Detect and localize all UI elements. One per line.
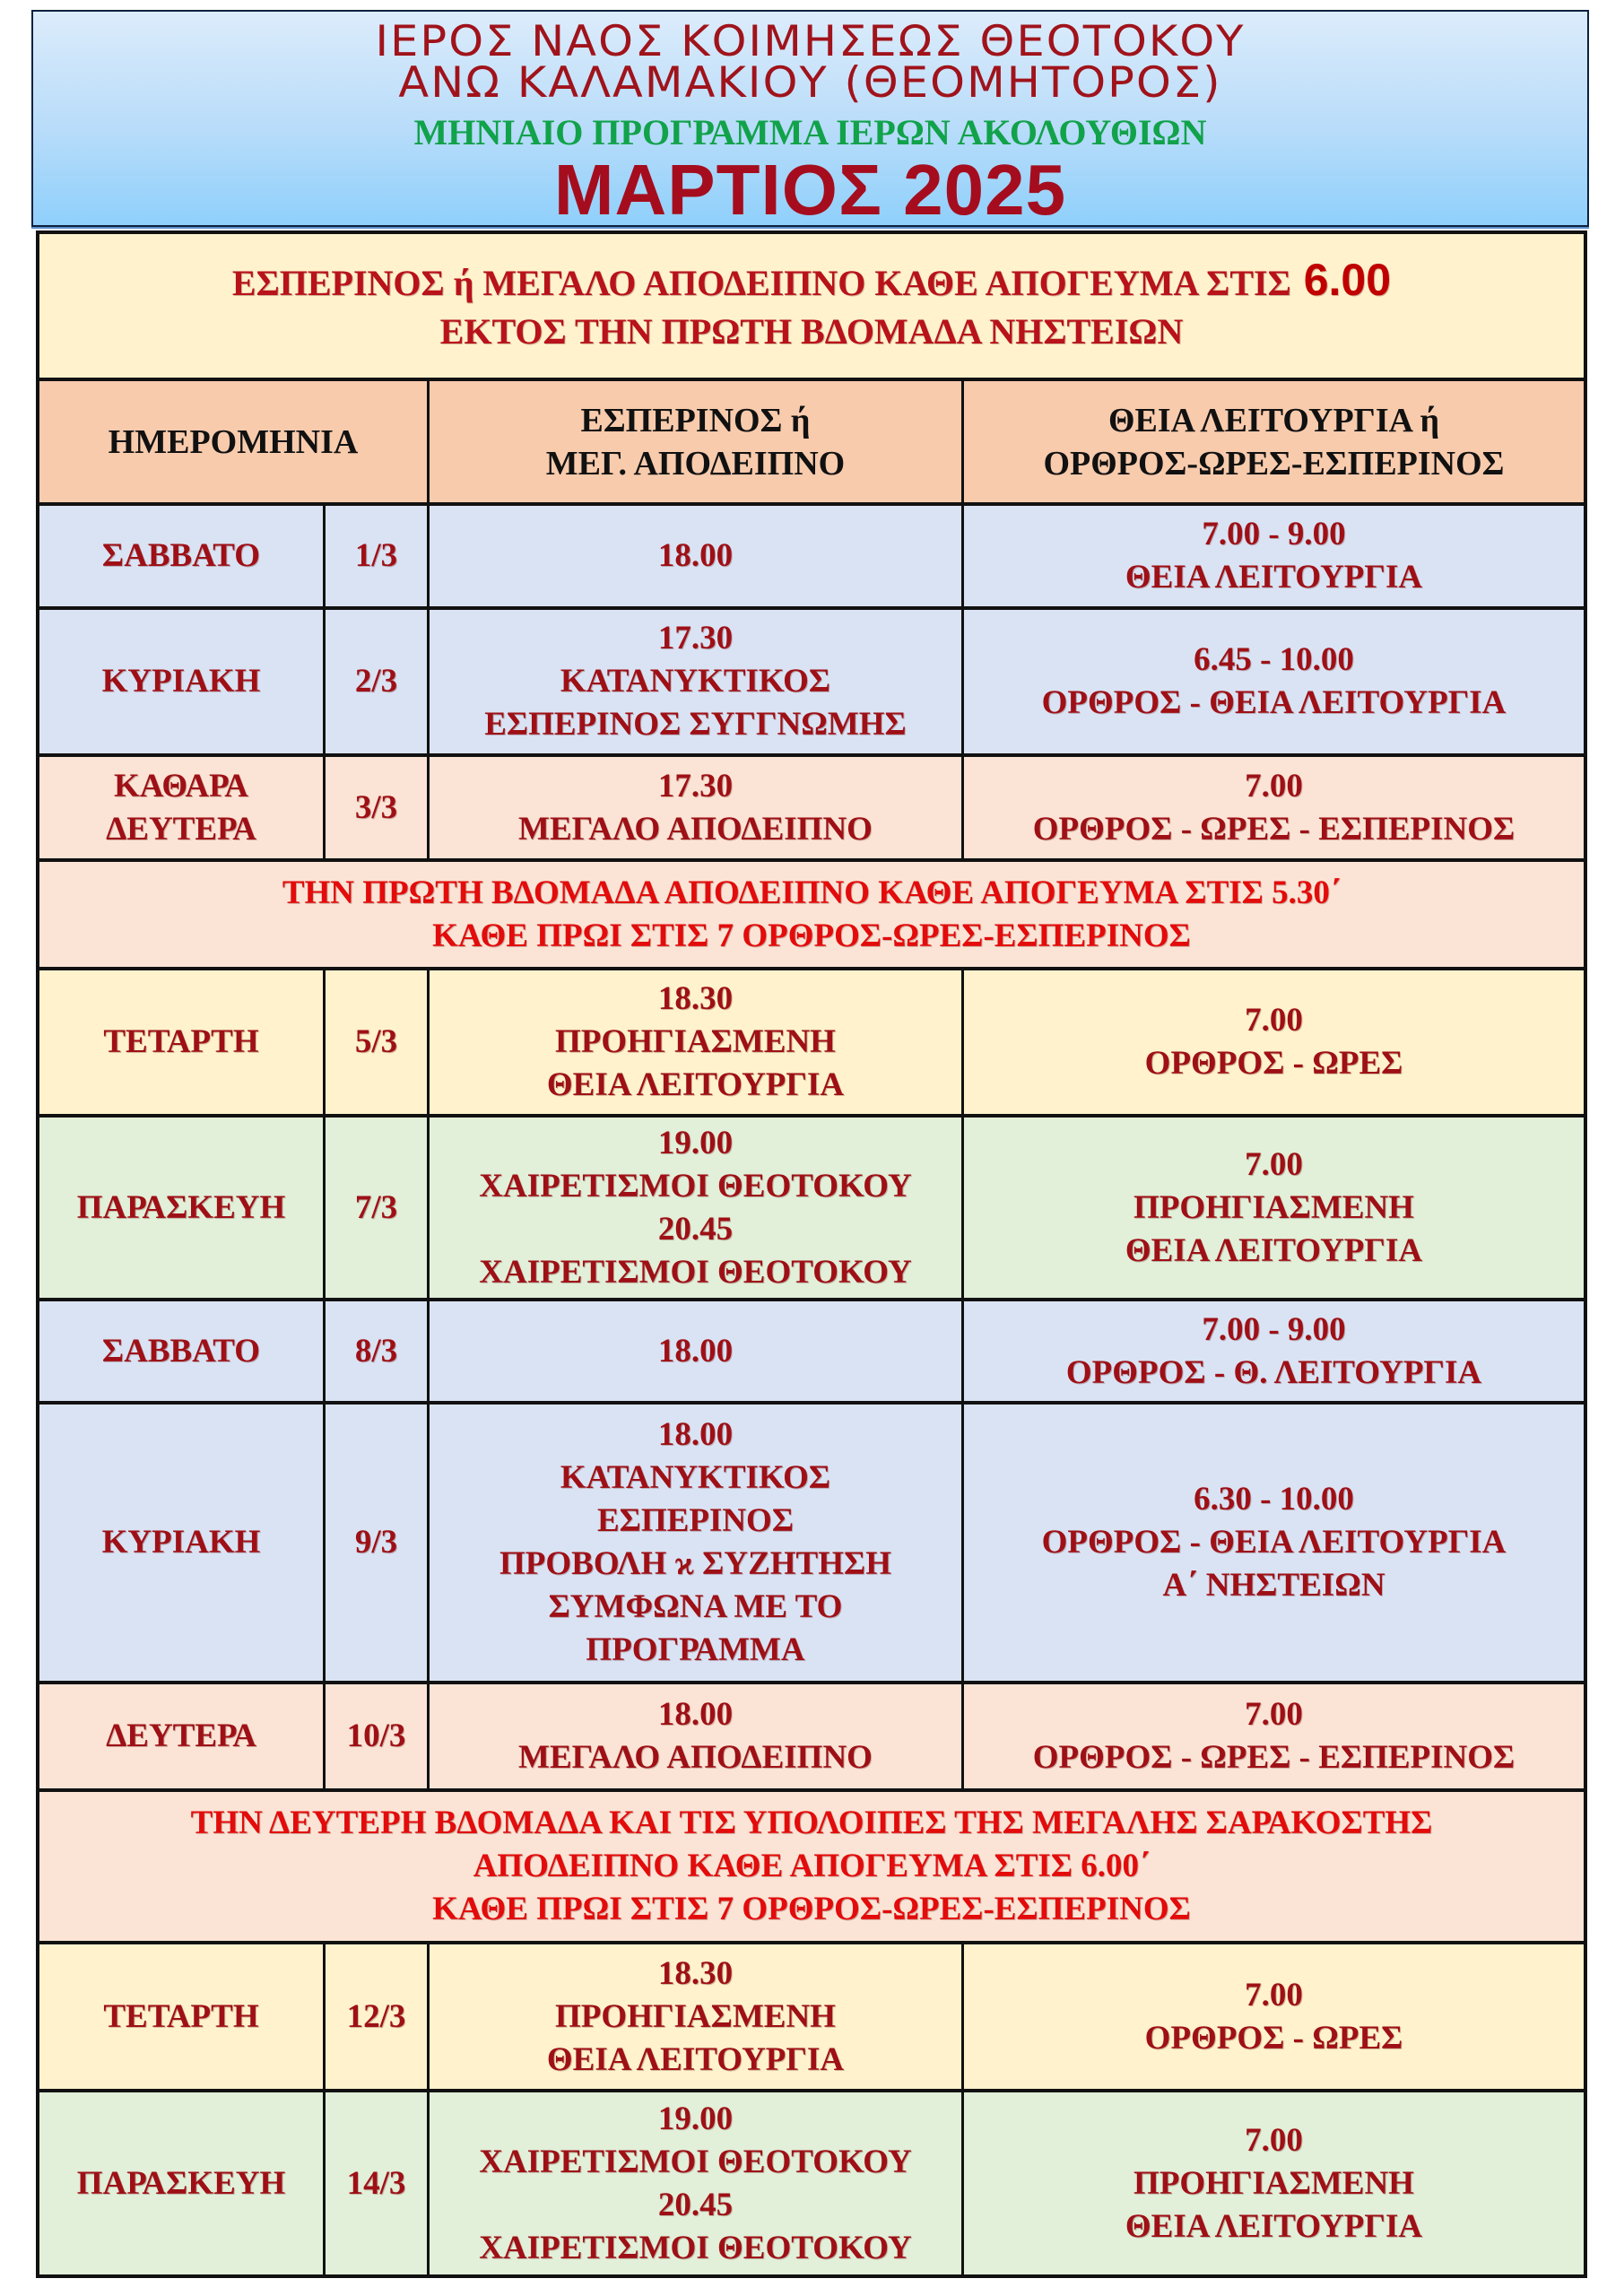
vespers-cell-line: ΠΡΟΗΓΙΑΣΜΕΝΗ: [555, 1023, 836, 1060]
liturgy-cell-line: ΟΡΘΡΟΣ - ΘΕΙΑ ΛΕΙΤΟΥΡΓΙΑ: [1041, 1524, 1507, 1561]
vespers-cell-line: ΧΑΙΡΕΤΙΣΜΟΙ ΘΕΟΤΟΚΟΥ: [479, 2229, 912, 2266]
column-header-liturgy-line: ΟΡΘΡΟΣ-ΩΡΕΣ-ΕΣΠΕΡΙΝΟΣ: [1043, 444, 1505, 483]
vespers-cell-line: ΧΑΙΡΕΤΙΣΜΟΙ ΘΕΟΤΟΚΟΥ: [479, 1253, 912, 1291]
banner-line-2: ΕΚΤΟΣ ΤΗΝ ΠΡΩΤΗ ΒΔΟΜΑΔΑ ΝΗΣΤΕΙΩΝ: [439, 311, 1184, 352]
liturgy-cell-line: ΟΡΘΡΟΣ - ΩΡΕΣ: [1144, 1045, 1403, 1082]
schedule-note-line: ΑΠΟΔΕΙΠΝΟ ΚΑΘΕ ΑΠΟΓΕΥΜΑ ΣΤΙΣ 6.00΄: [473, 1848, 1151, 1884]
liturgy-cell: [961, 753, 1584, 858]
vespers-cell: [427, 1298, 961, 1401]
liturgy-cell: [961, 2089, 1584, 2274]
vespers-cell-line: 18.30: [657, 1954, 734, 1992]
day-name-cell-line: ΤΕΤΑΡΤΗ: [103, 1023, 259, 1060]
vespers-cell-line: ΕΣΠΕΡΙΝΟΣ: [596, 1502, 795, 1539]
day-name-cell: [39, 606, 323, 753]
vespers-cell-line: ΘΕΙΑ ΛΕΙΤΟΥΡΓΙΑ: [546, 2040, 845, 2078]
liturgy-cell-line: ΟΡΘΡΟΣ - ΩΡΕΣ - ΕΣΠΕΡΙΝΟΣ: [1032, 1739, 1515, 1776]
vespers-cell-line: 18.00: [657, 1332, 734, 1370]
vespers-cell-line: 20.45: [657, 1210, 734, 1248]
vespers-cell: [427, 1401, 961, 1681]
vespers-cell: [427, 502, 961, 606]
day-name-cell: [39, 967, 323, 1114]
date-cell: [323, 606, 427, 753]
vespers-cell-line: 18.00: [657, 1416, 734, 1453]
schedule-note-line: ΤΗΝ ΠΡΩΤΗ ΒΔΟΜΑΔΑ ΑΠΟΔΕΙΠΝΟ ΚΑΘΕ ΑΠΟΓΕΥΜΑ ΣΤΙΣ 5.30΄: [282, 874, 1342, 911]
vespers-cell-line: 20.45: [657, 2186, 734, 2223]
date-cell: [323, 1401, 427, 1681]
day-name-cell: [39, 1401, 323, 1681]
liturgy-cell: [961, 1401, 1584, 1681]
vespers-cell-line: 18.00: [657, 537, 734, 574]
vespers-cell-line: ΘΕΙΑ ΛΕΙΤΟΥΡΓΙΑ: [546, 1066, 845, 1103]
vespers-cell: [427, 967, 961, 1114]
liturgy-cell-line: 6.30 - 10.00: [1194, 1481, 1354, 1518]
date-cell: [323, 967, 427, 1114]
vespers-cell: [427, 1114, 961, 1298]
liturgy-cell-line: 7.00 - 9.00: [1202, 1310, 1346, 1348]
date-value: 5/3: [354, 1023, 398, 1060]
column-header-liturgy: [961, 378, 1584, 502]
vespers-cell-line: ΧΑΙΡΕΤΙΣΜΟΙ ΘΕΟΤΟΚΟΥ: [479, 1167, 912, 1205]
vespers-cell-line: 17.30: [657, 767, 734, 804]
schedule-note: [39, 1788, 1584, 1941]
day-name-cell-line: ΔΕΥΤΕΡΑ: [106, 810, 256, 848]
day-name-cell-line: ΠΑΡΑΣΚΕΥΗ: [76, 2164, 286, 2202]
liturgy-cell: [961, 1114, 1584, 1298]
general-schedule-banner: [39, 234, 1584, 378]
date-value: 12/3: [346, 1997, 406, 2035]
date-cell: [323, 1298, 427, 1401]
column-header-liturgy-line: ΘΕΙΑ ΛΕΙΤΟΥΡΓΙΑ ή: [1107, 401, 1440, 439]
vespers-cell-line: 19.00: [657, 1124, 734, 1161]
liturgy-cell-line: 6.45 - 10.00: [1194, 641, 1354, 678]
vespers-cell-line: ΠΡΟΒΟΛΗ ϰ ΣΥΖΗΤΗΣΗ: [499, 1545, 891, 1582]
vespers-cell-line: ΧΑΙΡΕΤΙΣΜΟΙ ΘΕΟΤΟΚΟΥ: [479, 2143, 912, 2180]
liturgy-cell-line: Α΄ ΝΗΣΤΕΙΩΝ: [1162, 1567, 1385, 1604]
day-name-cell: [39, 1941, 323, 2089]
day-name-cell: [39, 502, 323, 606]
day-name-cell-line: ΚΥΡΙΑΚΗ: [101, 1524, 261, 1561]
liturgy-cell-line: 7.00: [1245, 1145, 1303, 1183]
vespers-cell: [427, 2089, 961, 2274]
day-name-cell-line: ΚΥΡΙΑΚΗ: [101, 663, 261, 700]
day-name-cell-line: ΔΕΥΤΕΡΑ: [106, 1718, 256, 1754]
schedule-table: [36, 230, 1587, 2278]
vespers-cell: [427, 606, 961, 753]
church-name-line2: ΑΝΩ ΚΑΛΑΜΑΚΙΟΥ (ΘΕΟΜΗΤΟΡΟΣ): [398, 58, 1222, 108]
vespers-cell-line: ΜΕΓΑΛΟ ΑΠΟΔΕΙΠΝΟ: [518, 1739, 873, 1776]
liturgy-cell: [961, 1298, 1584, 1401]
vespers-cell-line: 17.30: [657, 620, 734, 657]
date-cell: [323, 1681, 427, 1788]
liturgy-cell-line: 7.00: [1245, 2121, 1303, 2159]
vespers-cell-line: 18.00: [657, 1696, 734, 1733]
vespers-cell-line: 19.00: [657, 2100, 734, 2137]
vespers-cell-line: ΠΡΟΗΓΙΑΣΜΕΝΗ: [555, 1997, 836, 2035]
vespers-cell-line: ΜΕΓΑΛΟ ΑΠΟΔΕΙΠΝΟ: [518, 810, 873, 848]
day-name-cell: [39, 1298, 323, 1401]
vespers-cell-line: 18.30: [657, 980, 734, 1017]
month-title: ΜΑΡΤΙΟΣ 2025: [553, 150, 1067, 230]
church-name-line1: ΙΕΡΟΣ ΝΑΟΣ ΚΟΙΜΗΣΕΩΣ ΘΕΟΤΟΚΟΥ: [375, 17, 1246, 66]
day-name-cell-line: ΣΑΒΒΑΤΟ: [101, 1332, 261, 1370]
day-name-cell-line: ΚΑΘΑΡΑ: [113, 767, 249, 804]
date-cell: [323, 2089, 427, 2274]
liturgy-cell-line: ΟΡΘΡΟΣ - ΘΕΙΑ ΛΕΙΤΟΥΡΓΙΑ: [1041, 684, 1507, 721]
liturgy-cell: [961, 606, 1584, 753]
date-value: 10/3: [346, 1718, 406, 1754]
column-header-date-label: ΗΜΕΡΟΜΗΝΙΑ: [108, 422, 359, 461]
banner-line-1: [232, 256, 1391, 308]
liturgy-cell: [961, 1681, 1584, 1788]
day-name-cell: [39, 1681, 323, 1788]
date-cell: [323, 1114, 427, 1298]
date-cell: [323, 1941, 427, 2089]
column-header-vespers-line: ΜΕΓ. ΑΠΟΔΕΙΠΝΟ: [545, 444, 846, 483]
liturgy-cell-line: ΠΡΟΗΓΙΑΣΜΕΝΗ: [1133, 1188, 1414, 1226]
vespers-cell-line: ΚΑΤΑΝΥΚΤΙΚΟΣ: [560, 1459, 831, 1496]
liturgy-cell-line: ΠΡΟΗΓΙΑΣΜΕΝΗ: [1133, 2164, 1414, 2202]
liturgy-cell-line: 7.00: [1245, 1696, 1303, 1733]
day-name-cell: [39, 753, 323, 858]
day-name-cell-line: ΣΑΒΒΑΤΟ: [101, 537, 261, 574]
schedule-note: [39, 858, 1584, 967]
vespers-cell-line: ΕΣΠΕΡΙΝΟΣ ΣΥΓΓΝΩΜΗΣ: [484, 706, 907, 743]
liturgy-cell: [961, 502, 1584, 606]
day-name-cell-line: ΠΑΡΑΣΚΕΥΗ: [76, 1188, 286, 1226]
liturgy-cell-line: ΘΕΙΑ ΛΕΙΤΟΥΡΓΙΑ: [1125, 2207, 1423, 2245]
page-header: [31, 10, 1589, 230]
column-header-date: [39, 378, 427, 502]
date-cell: [323, 502, 427, 606]
date-cell: [323, 753, 427, 858]
vespers-cell-line: ΠΡΟΓΡΑΜΜΑ: [586, 1631, 805, 1668]
schedule-note-line: ΚΑΘΕ ΠΡΩΙ ΣΤΙΣ 7 ΟΡΘΡΟΣ-ΩΡΕΣ-ΕΣΠΕΡΙΝΟΣ: [432, 1891, 1191, 1927]
column-header-vespers-line: ΕΣΠΕΡΙΝΟΣ ή: [580, 401, 811, 439]
vespers-cell: [427, 1941, 961, 2089]
date-value: 7/3: [354, 1188, 398, 1226]
date-value: 9/3: [354, 1524, 398, 1561]
schedule-subtitle: ΜΗΝΙΑΙΟ ΠΡΟΓΡΑΜΜΑ ΙΕΡΩΝ ΑΚΟΛΟΥΘΙΩΝ: [413, 112, 1207, 152]
day-name-cell: [39, 1114, 323, 1298]
liturgy-cell-line: ΘΕΙΑ ΛΕΙΤΟΥΡΓΙΑ: [1125, 559, 1423, 596]
liturgy-cell-line: ΟΡΘΡΟΣ - ΩΡΕΣ: [1144, 2019, 1403, 2057]
day-name-cell-line: ΤΕΤΑΡΤΗ: [103, 1997, 259, 2035]
vespers-cell-line: ΚΑΤΑΝΥΚΤΙΚΟΣ: [560, 663, 831, 700]
schedule-note-line: ΚΑΘΕ ΠΡΩΙ ΣΤΙΣ 7 ΟΡΘΡΟΣ-ΩΡΕΣ-ΕΣΠΕΡΙΝΟΣ: [432, 917, 1191, 954]
liturgy-cell-line: ΟΡΘΡΟΣ - Θ. ΛΕΙΤΟΥΡΓΙΑ: [1065, 1353, 1482, 1391]
vespers-cell: [427, 753, 961, 858]
vespers-cell: [427, 1681, 961, 1788]
day-name-cell: [39, 2089, 323, 2274]
liturgy-cell-line: 7.00 - 9.00: [1202, 516, 1346, 552]
column-header-vespers: [427, 378, 961, 502]
date-value: 2/3: [354, 663, 398, 700]
liturgy-cell-line: 7.00: [1245, 1002, 1303, 1039]
liturgy-cell-line: 7.00: [1245, 1976, 1303, 2013]
date-value: 3/3: [354, 788, 398, 826]
date-value: 14/3: [346, 2164, 406, 2202]
liturgy-cell-line: ΘΕΙΑ ΛΕΙΤΟΥΡΓΙΑ: [1125, 1231, 1423, 1269]
date-value: 8/3: [354, 1332, 398, 1370]
banner-text: ΕΣΠΕΡΙΝΟΣ ή ΜΕΓΑΛΟ ΑΠΟΔΕΙΠΝΟ ΚΑΘΕ ΑΠΟΓΕΥΜΑ ΣΤΙΣ: [231, 263, 1291, 303]
banner-time: 6.00: [1303, 255, 1392, 305]
liturgy-cell-line: ΟΡΘΡΟΣ - ΩΡΕΣ - ΕΣΠΕΡΙΝΟΣ: [1032, 810, 1515, 848]
liturgy-cell-line: 7.00: [1245, 767, 1303, 804]
liturgy-cell: [961, 967, 1584, 1114]
date-value: 1/3: [354, 537, 398, 574]
schedule-note-line: ΤΗΝ ΔΕΥΤΕΡΗ ΒΔΟΜΑΔΑ ΚΑΙ ΤΙΣ ΥΠΟΛΟΙΠΕΣ ΤΗΣ ΜΕΓΑΛΗΣ ΣΑΡΑΚΟΣΤΗΣ: [190, 1805, 1433, 1841]
vespers-cell-line: ΣΥΜΦΩΝΑ ΜΕ ΤΟ: [548, 1588, 843, 1625]
liturgy-cell: [961, 1941, 1584, 2089]
